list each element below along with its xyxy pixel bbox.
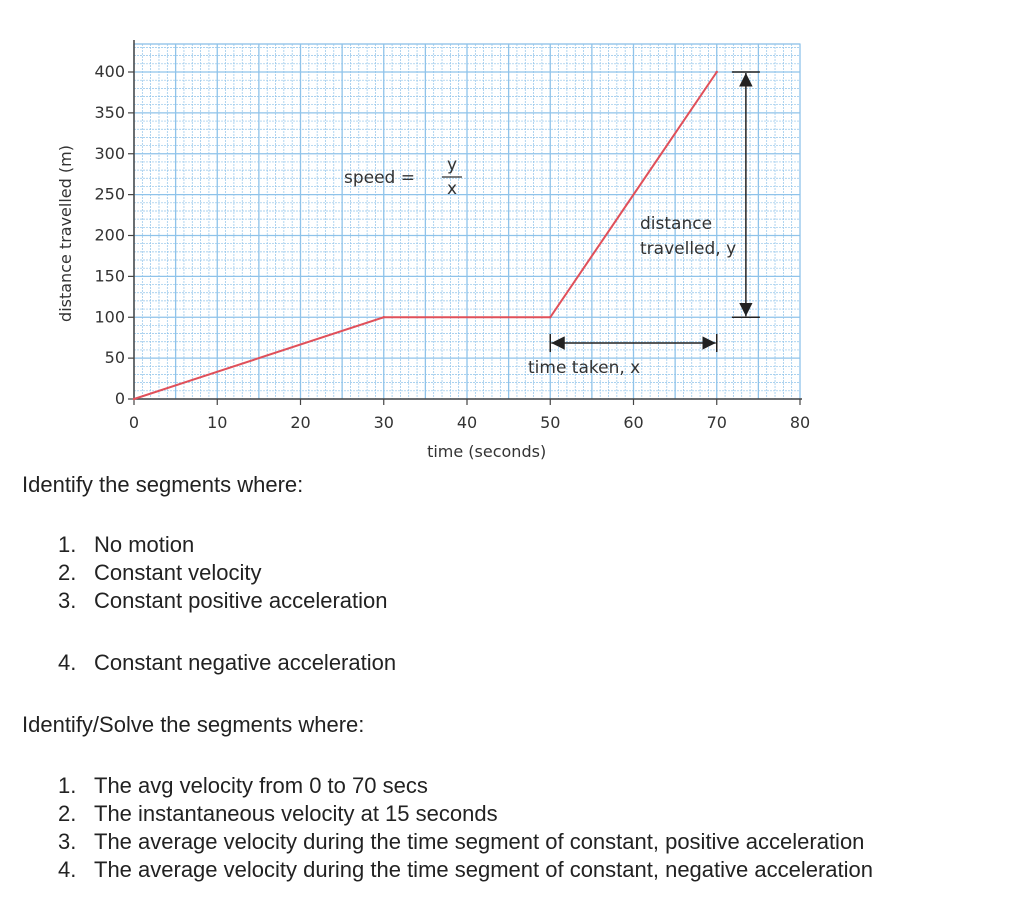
list-number: 3.	[58, 829, 77, 854]
y-tick-label: 200	[94, 225, 125, 245]
x-tick-label: 20	[290, 413, 311, 432]
list-text: Constant positive acceleration	[94, 588, 388, 613]
x-tick-label: 70	[706, 413, 727, 432]
x-tick-label: 10	[207, 413, 228, 432]
data-point	[133, 398, 135, 400]
list-item	[58, 649, 396, 677]
distance-label-line2: travelled, y	[640, 239, 737, 259]
y-tick-label: 150	[94, 266, 125, 286]
speed-label: speed =	[343, 168, 415, 188]
list-item	[58, 587, 388, 615]
list-text: Constant velocity	[94, 560, 262, 585]
list-item	[58, 800, 873, 828]
x-axis-title: time (seconds)	[427, 442, 547, 461]
list-number: 4.	[58, 857, 77, 882]
question-heading-2: Identify/Solve the segments where:	[22, 712, 365, 737]
list-item	[58, 856, 873, 884]
list-text: The avg velocity from 0 to 70 secs	[94, 773, 428, 798]
list-item	[58, 559, 388, 587]
list-number: 1.	[58, 532, 77, 557]
question-heading-1: Identify the segments where:	[22, 472, 304, 497]
data-point	[383, 316, 385, 318]
speed-denominator: x	[446, 179, 458, 199]
y-tick-label: 0	[114, 389, 125, 408]
x-tick-label: 30	[373, 413, 394, 432]
list-number: 2.	[58, 801, 77, 826]
x-tick-label: 50	[540, 413, 561, 432]
list-number: 1.	[58, 773, 77, 798]
list-item	[58, 531, 388, 559]
question-list-1b	[58, 649, 396, 677]
x-tick-label: 40	[456, 413, 478, 432]
y-tick-label: 350	[94, 102, 125, 122]
y-tick-label: 400	[94, 62, 125, 81]
list-item	[58, 828, 873, 856]
x-tick-label: 60	[623, 413, 644, 432]
list-number: 3.	[58, 588, 77, 613]
list-text: The instantaneous velocity at 15 seconds	[94, 801, 498, 826]
data-point	[549, 316, 551, 318]
y-tick-label: 300	[94, 143, 125, 163]
x-tick-label: 0	[128, 413, 140, 432]
x-tick-label: 80	[789, 413, 811, 432]
list-text: The average velocity during the time segment of constant, positive acceleration	[94, 829, 865, 854]
y-axis-title: distance travelled (m)	[56, 145, 75, 322]
y-tick-label: 100	[94, 307, 125, 327]
list-text: Constant negative acceleration	[94, 650, 397, 675]
y-tick-label: 250	[94, 184, 125, 204]
y-tick-label: 50	[104, 348, 125, 368]
time-taken-label: time taken, x	[528, 358, 641, 378]
distance-label-line1: distance	[640, 214, 713, 234]
list-text: No motion	[94, 532, 195, 557]
question-list-1	[58, 531, 388, 615]
question-list-2	[58, 772, 873, 884]
speed-numerator: y	[446, 155, 458, 175]
list-text: The average velocity during the time segment of constant, negative acceleration	[94, 857, 874, 882]
list-number: 4.	[58, 650, 77, 675]
list-number: 2.	[58, 560, 77, 585]
list-item	[58, 772, 873, 800]
data-point	[716, 71, 718, 73]
